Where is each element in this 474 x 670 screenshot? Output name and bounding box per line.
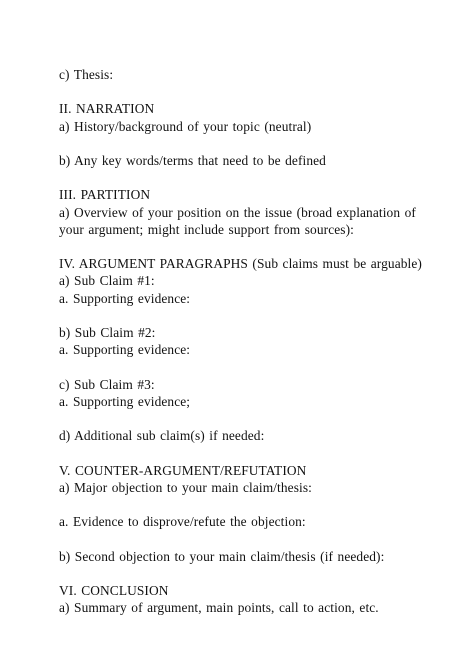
spacer (59, 238, 464, 255)
narration-heading: II. NARRATION (59, 101, 155, 117)
counter-argument-heading: V. COUNTER-ARGUMENT/REFUTATION (59, 462, 307, 478)
narration-item-b: b) Any key words/terms that need to be defined (59, 152, 326, 168)
major-objection: a) Major objection to your main claim/thesis: (59, 479, 312, 495)
supporting-evidence-3: a. Supporting evidence; (59, 393, 191, 409)
spacer (59, 169, 464, 186)
refutation-evidence: a. Evidence to disprove/refute the objection: (59, 514, 306, 530)
conclusion-heading: VI. CONCLUSION (59, 582, 169, 598)
narration-item-a: a) History/background of your topic (neutral) (59, 118, 312, 134)
spacer (59, 410, 464, 427)
sub-claim-2: b) Sub Claim #2: (59, 324, 156, 340)
spacer (59, 307, 464, 324)
outline-text (59, 66, 464, 616)
sub-claim-1: a) Sub Claim #1: (59, 273, 155, 289)
spacer (59, 444, 464, 461)
partition-item-a-line1: a) Overview of your position on the issue (broad explanation of (59, 204, 416, 220)
sub-claim-3: c) Sub Claim #3: (59, 376, 155, 392)
additional-sub-claims: d) Additional sub claim(s) if needed: (59, 428, 265, 444)
thesis-line: c) Thesis: (59, 67, 114, 82)
supporting-evidence-1: a. Supporting evidence: (59, 290, 191, 306)
spacer (59, 83, 464, 100)
spacer (59, 565, 464, 582)
second-objection: b) Second objection to your main claim/thesis (if needed): (59, 548, 385, 564)
argument-heading: IV. ARGUMENT PARAGRAPHS (Sub claims must be arguable) (59, 256, 422, 272)
spacer (59, 135, 464, 152)
spacer (59, 358, 464, 375)
spacer (59, 530, 464, 547)
supporting-evidence-2: a. Supporting evidence: (59, 342, 191, 358)
conclusion-summary: a) Summary of argument, main points, call to action, etc. (59, 600, 379, 616)
spacer (59, 496, 464, 513)
partition-heading: III. PARTITION (59, 187, 151, 203)
partition-item-a-line2: your argument; might include support from sources): (59, 221, 354, 237)
